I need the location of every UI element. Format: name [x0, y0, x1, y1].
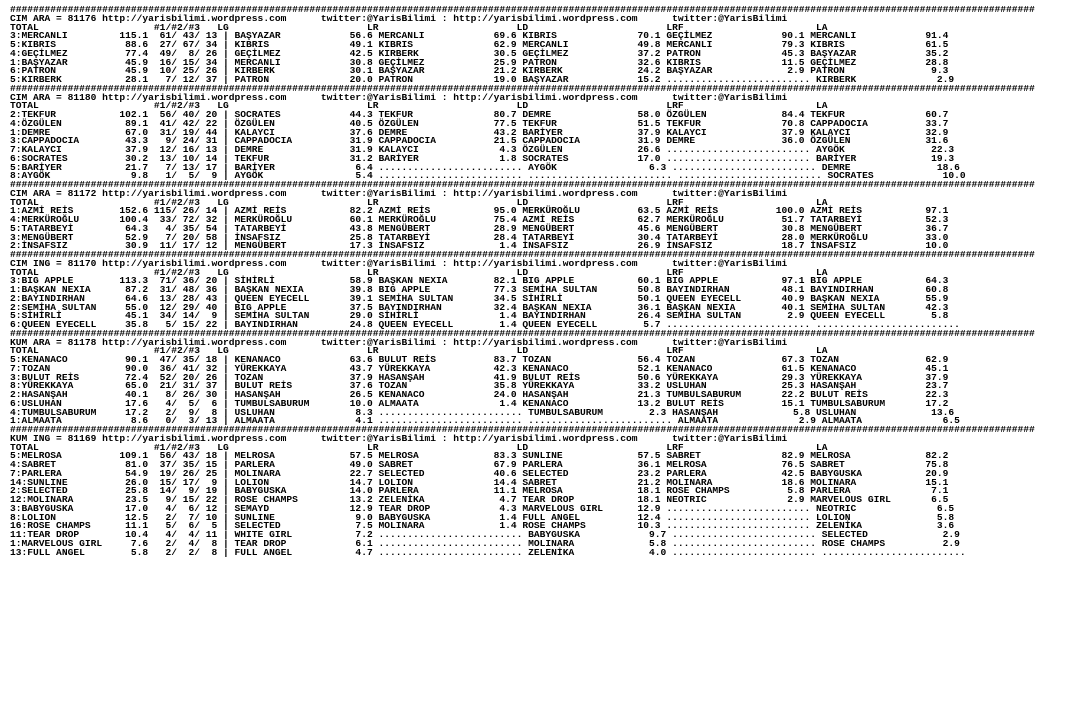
horse-row-line: 3:BABYGUSKA 17.0 4/ 6/ 12 | SEMAYD 12.9 TEAR DROP 4.3 MARVELOUS GIRL 12.9 ......................... NEOTRIC 6.5 — [10, 502, 955, 514]
horse-row-line: 6:SOCRATES 30.2 13/ 10/ 14 | TEKFUR 31.2 BARİYER 1.8 SOCRATES 17.0 ......................... BARİYER 19.3 — [10, 152, 955, 164]
race-header-line: CIM ARA = 81176 http://yarisbilimi.wordpress.com twitter:@YarisBilimi : http://yarisbilimi.wordpress.com twitter:@YarisBilimi — [10, 12, 788, 24]
horse-row-line: 3:CAPPADOCIA 43.3 9/ 24/ 31 | CAPPADOCIA 31.9 CAPPADOCIA 21.5 CAPPADOCIA 31.9 DEMRE 36.0 ÖZGÜLEN 31.6 — [10, 135, 949, 147]
horse-row-line: 16:ROSE CHAMPS 11.1 5/ 6/ 5 | SELECTED 7.5 MOLINARA 1.4 ROSE CHAMPS 10.3 ......................... ZELENİKA 3.6 — [10, 520, 955, 532]
separator-line: ################################################################################################################################################################################## — [10, 424, 1035, 435]
horse-row-line: 12:MOLINARA 23.5 9/ 15/ 22 | ROSE CHAMPS 13.2 ZELENİKA 4.7 TEAR DROP 18.1 NEOTRIC 2.9 MARVELOUS GIRL 6.5 — [10, 494, 949, 505]
horse-row-line: 14:SUNLINE 26.0 15/ 17/ 9 | LOLION 14.7 LOLION 14.4 SABRET 21.2 MOLINARA 18.6 MOLINARA 15.1 — [10, 476, 949, 488]
horse-row-line: 1:ALMAATA 8.6 0/ 3/ 13 | ALMAATA 4.1 ......................... ......................... ALMAATA 2.9 ALMAATA 6.5 — [10, 415, 960, 427]
column-header-line: TOTAL #1/#2/#3 LG LR LD LRF LA — [10, 266, 828, 278]
horse-row-line: 1:MARVELOUS GIRL 7.6 2/ 4/ 8 | TEAR DROP 6.1 ......................... MOLINARA 5.8 ......................... ROSE CHAMPS 2.9 — [10, 537, 960, 549]
horse-row-line: 1:BAŞYAZAR 45.9 16/ 15/ 34 | MERCANLI 30.8 GEÇİLMEZ 25.9 PATRON 32.6 KIBRIS 11.5 GEÇİLMEZ 28.8 — [10, 56, 949, 68]
horse-row-line: 7:TOZAN 90.0 36/ 41/ 32 | YÜREKKAYA 43.7 YÜREKKAYA 42.3 KENANACO 52.1 KENANACO 61.5 KENANACO 45.1 — [10, 362, 949, 374]
horse-row-line: 6:QUEEN EYECELL 35.8 5/ 15/ 22 | BAYINDIRHAN 24.8 QUEEN EYECELL 1.4 QUEEN EYECELL 5.7 ......................... ......................... — [10, 319, 960, 330]
horse-row-line: 7:PARLERA 54.9 19/ 26/ 25 | MOLINARA 22.7 SELECTED 40.6 SELECTED 23.2 PARLERA 42.5 BABYGUSKA 20.9 — [10, 467, 949, 479]
column-header-line: TOTAL #1/#2/#3 LG LR LD LRF LA — [10, 100, 828, 112]
horse-row-line: 5:KENANACO 90.1 47/ 35/ 18 | KENANACO 63.6 BULUT REİS 83.7 TOZAN 56.4 TOZAN 67.3 TOZAN 62.9 — [10, 354, 949, 365]
race-header-line: CIM ING = 81170 http://yarisbilimi.wordpress.com twitter:@YarisBilimi : http://yarisbilimi.wordpress.com twitter:@YarisBilimi — [10, 257, 788, 269]
horse-row-line: 5:KIRBERK 28.1 7/ 12/ 37 | PATRON 20.0 PATRON 19.0 BAŞYAZAR 15.2 ......................... KIRBERK 2.9 — [10, 74, 955, 85]
horse-row-line: 4:ÖZGÜLEN 89.1 41/ 42/ 22 | ÖZGÜLEN 40.5 ÖZGÜLEN 77.5 TEKFUR 51.5 TEKFUR 70.8 CAPPADOCIA 33.7 — [10, 117, 949, 129]
horse-row-line: 5:TATARBEYİ 64.3 4/ 35/ 54 | TATARBEYİ 43.8 MENGÜBERT 28.9 MENGÜBERT 45.6 MENGÜBERT 30.8 MENGÜBERT 36.7 — [10, 222, 949, 234]
horse-row-line: 3:BIG APPLE 113.3 71/ 36/ 20 | SİHİRLİ 58.9 BAŞKAN NEXIA 82.1 BIG APPLE 60.1 BIG APPLE 97.1 BIG APPLE 64.3 — [10, 275, 949, 287]
horse-row-line: 5:KIBRIS 88.6 27/ 67/ 34 | KIBRIS 49.1 KIBRIS 62.9 MERCANLI 49.8 MERCANLI 79.3 KIBRIS 61.5 — [10, 39, 949, 50]
race-header-line: CIM ARA = 81180 http://yarisbilimi.wordpress.com twitter:@YarisBilimi : http://yarisbilimi.wordpress.com twitter:@YarisBilimi — [10, 91, 788, 103]
horse-row-line: 4:GEÇİLMEZ 77.4 49/ 8/ 26 | GEÇİLMEZ 42.5 KIRBERK 30.5 GEÇİLMEZ 37.2 PATRON 45.3 BAŞYAZAR 35.2 — [10, 47, 949, 59]
horse-row-line: 1:AZMİ REİS 152.6 115/ 26/ 14 | AZMİ REİS 82.2 AZMİ REİS 95.0 MERKÜROĞLU 63.5 AZMİ REİS 100.0 AZMİ REİS 97.1 — [10, 205, 949, 217]
separator-line: ################################################################################################################################################################################## — [10, 327, 1035, 339]
horse-row-line: 8:AYGÖK 9.8 1/ 5/ 9 | AYGÖK 5.4 ......................... ......................... ......................... SOCRATES 10.0 — [10, 170, 966, 182]
horse-row-line: 4:SABRET 81.0 37/ 35/ 15 | PARLERA 49.0 SABRET 67.9 PARLERA 36.1 MELROSA 76.5 SABRET 75.8 — [10, 459, 949, 470]
horse-row-line: 5:MELROSA 109.1 56/ 43/ 18 | MELROSA 57.5 MELROSA 83.3 SUNLINE 57.5 SABRET 82.9 MELROSA 82.2 — [10, 450, 949, 462]
separator-line: ################################################################################################################################################################################## — [10, 249, 1035, 260]
horse-row-line: 3:MENGÜBERT 52.9 7/ 20/ 58 | İNSAFSIZ 25.8 TATARBEYİ 28.4 TATARBEYİ 30.4 TATARBEYİ 28.0 MERKÜROĞLU 33.0 — [10, 231, 949, 243]
horse-row-line: 2:BAYINDIRHAN 64.6 13/ 28/ 43 | QUEEN EYECELL 39.1 SEMİHA SULTAN 34.5 SİHİRLİ 50.1 QUEEN EYECELL 40.9 BAŞKAN NEXIA 55.9 — [10, 292, 949, 304]
column-header-line: TOTAL #1/#2/#3 LG LR LD LRF LA — [10, 441, 828, 453]
horse-row-line: 8:LOLION 12.5 2/ 7/ 10 | SUNLINE 9.0 BABYGUSKA 1.4 FULL ANGEL 12.4 ......................... LOLION 5.8 — [10, 511, 955, 523]
horse-row-line: 6:PATRON 45.9 10/ 25/ 26 | KIRBERK 30.1 BAŞYAZAR 21.2 KIRBERK 24.2 BAŞYAZAR 2.9 PATRON 9.3 — [10, 65, 949, 77]
column-header-line: TOTAL #1/#2/#3 LG LR LD LRF LA — [10, 345, 828, 357]
race-header-line: KUM ARA = 81178 http://yarisbilimi.wordpress.com twitter:@YarisBilimi : http://yarisbilimi.wordpress.com twitter:@YarisBilimi — [10, 336, 788, 348]
horse-row-line: 5:SİHİRLİ 45.1 34/ 14/ 9 | SEMİHA SULTAN 29.0 SİHİRLİ 1.4 BAYINDIRHAN 26.4 SEMİHA SULTAN 2.9 QUEEN EYECELL 5.8 — [10, 310, 949, 322]
horse-row-line: 3:BULUT REİS 72.4 52/ 20/ 26 | TOZAN 37.9 HASANŞAH 41.9 BULUT REİS 50.6 YÜREKKAYA 29.3 YÜREKKAYA 37.9 — [10, 371, 949, 383]
horse-row-line: 4:TUMBULSABURUM 17.2 2/ 9/ 8 | USLUHAN 8.3 ......................... TUMBULSABURUM 2.3 HASANŞAH 5.8 USLUHAN 13.6 — [10, 406, 955, 418]
horse-row-line: 13:FULL ANGEL 5.8 2/ 2/ 8 | FULL ANGEL 4.7 ......................... ZELENİKA 4.0 ......................... ......................... — [10, 546, 966, 558]
horse-row-line: 1:DEMRE 67.0 31/ 19/ 44 | KALAYCI 37.6 DEMRE 43.2 BARİYER 37.9 KALAYCI 37.9 KALAYCI 32.9 — [10, 126, 949, 138]
horse-row-line: 7:KALAYCI 37.9 12/ 16/ 13 | DEMRE 31.9 KALAYCI 4.3 ÖZGÜLEN 26.6 ......................... AYGÖK 22.3 — [10, 144, 955, 155]
column-header-line: TOTAL #1/#2/#3 LG LR LD LRF LA — [10, 196, 828, 208]
separator-line: ################################################################################################################################################################################## — [10, 82, 1035, 94]
horse-row-line: 2:İNSAFSIZ 30.9 11/ 17/ 12 | MENGÜBERT 17.3 İNSAFSIZ 1.4 İNSAFSIZ 26.9 İNSAFSIZ 18.7 İNSAFSIZ 10.0 — [10, 240, 949, 252]
horse-row-line: 6:USLUHAN 17.6 4/ 5/ 6 | TUMBULSABURUM 10.0 ALMAATA 1.4 KENANACO 13.2 BULUT REİS 15.1 TUMBULSABURUM 17.2 — [10, 397, 949, 409]
horse-row-line: 4:MERKÜROĞLU 100.4 33/ 72/ 32 | MERKÜROĞLU 60.1 MERKÜROĞLU 75.4 AZMİ REİS 62.7 MERKÜROĞLU 51.7 TATARBEYİ 52.3 — [10, 214, 949, 225]
column-header-line: TOTAL #1/#2/#3 LG LR LD LRF LA — [10, 21, 828, 33]
horse-row-line: 8:YÜREKKAYA 65.0 21/ 31/ 37 | BULUT REİS 37.6 TOZAN 35.8 YÜREKKAYA 33.2 USLUHAN 25.3 HASANŞAH 23.7 — [10, 380, 949, 392]
horse-row-line: 2:TEKFUR 102.1 56/ 40/ 20 | SOCRATES 44.3 TEKFUR 80.7 DEMRE 58.0 ÖZGÜLEN 84.4 TEKFUR 60.7 — [10, 109, 949, 120]
separator-line: ################################################################################################################################################################################## — [10, 179, 1035, 190]
separator-line: ################################################################################################################################################################################## — [10, 4, 1035, 15]
race-header-line: KUM ING = 81169 http://yarisbilimi.wordpress.com twitter:@YarisBilimi : http://yarisbilimi.wordpress.com twitter:@YarisBilimi — [10, 432, 788, 444]
horse-row-line: 1:BAŞKAN NEXIA 87.2 31/ 48/ 36 | BAŞKAN NEXIA 39.8 BIG APPLE 77.3 SEMİHA SULTAN 50.8 BAYINDIRHAN 48.1 BAYINDIRHAN 60.8 — [10, 284, 949, 295]
race-header-line: CIM ARA = 81172 http://yarisbilimi.wordpress.com twitter:@YarisBilimi : http://yarisbilimi.wordpress.com twitter:@YarisBilimi — [10, 187, 788, 199]
horse-row-line: 5:BARİYER 21.7 7/ 13/ 17 | BARİYER 6.4 ......................... AYGÖK 6.3 ......................... DEMRE 18.6 — [10, 161, 960, 173]
horse-row-line: 2:HASANŞAH 40.1 8/ 26/ 30 | HASANŞAH 26.5 KENANACO 24.0 HASANŞAH 21.3 TUMBULSABURUM 22.2 BULUT REİS 22.3 — [10, 389, 949, 400]
horse-row-line: 2:SELECTED 25.8 14/ 9/ 19 | BABYGUSKA 14.0 PARLERA 11.1 MELROSA 18.1 ROSE CHAMPS 5.8 PARLERA 7.1 — [10, 485, 949, 497]
horse-row-line: 2:SEMİHA SULTAN 55.0 12/ 29/ 40 | BIG APPLE 37.5 BAYINDIRHAN 32.4 BAŞKAN NEXIA 36.1 BAŞKAN NEXIA 40.1 SEMİHA SULTAN 42.3 — [10, 301, 949, 313]
horse-row-line: 3:MERCANLI 115.1 61/ 43/ 13 | BAŞYAZAR 56.6 MERCANLI 69.6 KIBRIS 70.1 GEÇİLMEZ 90.1 MERCANLI 91.4 — [10, 30, 949, 42]
horse-row-line: 11:TEAR DROP 10.4 4/ 4/ 11 | WHITE GIRL 7.2 ......................... BABYGUSKA 9.7 ......................... SELECTED 2.9 — [10, 529, 960, 540]
